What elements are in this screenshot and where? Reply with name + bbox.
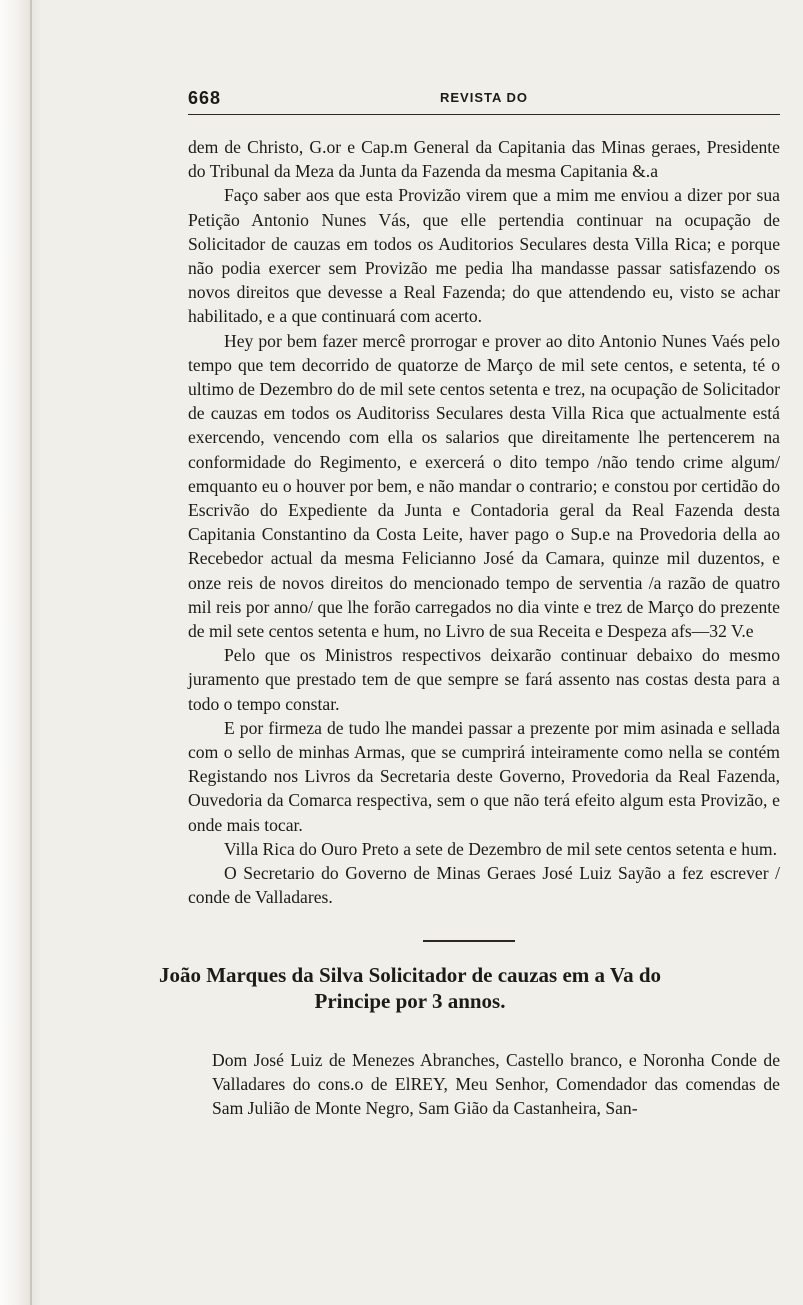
section-heading-line-2: Principe por 3 annos. bbox=[314, 988, 506, 1013]
page-number: 668 bbox=[188, 88, 222, 108]
paragraph-secretary: O Secretario do Governo de Minas Geraes José Luiz Sayão a fez escrever / conde de Valladares. bbox=[188, 863, 780, 908]
paragraph-date: Villa Rica do Ouro Preto a sete de Dezembro de mil sete centos setenta e hum. bbox=[224, 838, 777, 859]
paragraph-firmness: E por firmeza de tudo lhe mandei passar a prezente por mim asinada e sellada com o sello de minhas Armas, que se cumprirá inteiramente como nella se contém Registando nos Livros da Secretaria deste Governo, Provedoria da Real Fazenda, Ouvedoria da Comarca respectiva, sem o que não terá efeito algum esta Provizão, e onde mais tocar. bbox=[188, 717, 780, 835]
paragraph-petition: Faço saber aos que esta Provizão virem que a mim me enviou a dizer por sua Petição Antonio Nunes Vás, que elle pertendia continuar na ocupação de Solicitador de cauzas em todos os Auditorios Seculares desta Villa Rica; e porque não podia exercer sem Provizão me pedia lha mandasse passar satisfazendo os novos direitos que devesse a Real Fazenda; do que attendendo eu, visto se achar habilitado, e a que continuará com acerto. bbox=[188, 185, 780, 327]
paragraph-ministers: Pelo que os Ministros respectivos deixarão continuar debaixo do mesmo juramento que prestado tem de que sempre se fará assento nas costas desta para a todo o tempo constar. bbox=[188, 645, 780, 714]
book-page bbox=[158, 88, 780, 1120]
paragraph-continuation: dem de Christo, G.or e Cap.m General da Capitania das Minas geraes, Presidente do Tribunal da Meza da Junta da Fazenda da mesma Capitania &.a bbox=[188, 137, 780, 182]
section-body bbox=[212, 1048, 780, 1121]
section-opening-paragraph: Dom José Luiz de Menezes Abranches, Castello branco, e Noronha Conde de Valladares do cons.o de ElREY, Meu Senhor, Comendador das comendas de Sam Julião de Monte Negro, Sam Gião da Castanheira, San- bbox=[212, 1049, 780, 1118]
running-head bbox=[188, 88, 780, 115]
binding-edge-line bbox=[30, 0, 32, 1305]
journal-title: REVISTA DO bbox=[440, 90, 529, 105]
document-body bbox=[188, 135, 780, 910]
section-heading-line-1: João Marques da Silva Solicitador de cauzas em a Va do bbox=[158, 962, 662, 987]
page-gutter-shadow bbox=[0, 0, 40, 1305]
paragraph-grant: Hey por bem fazer mercê prorrogar e prover ao dito Antonio Nunes Vaés pelo tempo que tem decorrido de quatorze de Março de mil sete centos, e setenta, té o ultimo de Dezembro do de mil sete centos setenta e trez, na ocupação de Solicitador de cauzas em todos os Auditoriss Seculares desta Villa Rica que actualmente está exercendo, vencendo com ella os salarios que direitamente lhe pertencerem na conformidade do Regimento, e exercerá o dito tempo /não tendo crime algum/ emquanto eu o houver por bem, e não mandar o contrario; e constou por certidão do Escrivão do Expediente da Junta e Contadoria geral da Real Fazenda desta Capitania Constantino da Costa Leite, haver pago o Sup.e na Provedoria della ao Recebedor actual da mesma Felicianno José da Camara, quinze mil duzentos, e onze reis de novos direitos do mencionado tempo de serventia /a razão de quatro mil reis por anno/ que lhe forão carregados no dia vinte e trez de Março do prezente de mil sete centos setenta e hum, no Livro de sua Receita e Despeza afs—32 V.e bbox=[188, 330, 780, 642]
section-divider bbox=[423, 940, 515, 942]
section-heading bbox=[40, 962, 780, 1014]
